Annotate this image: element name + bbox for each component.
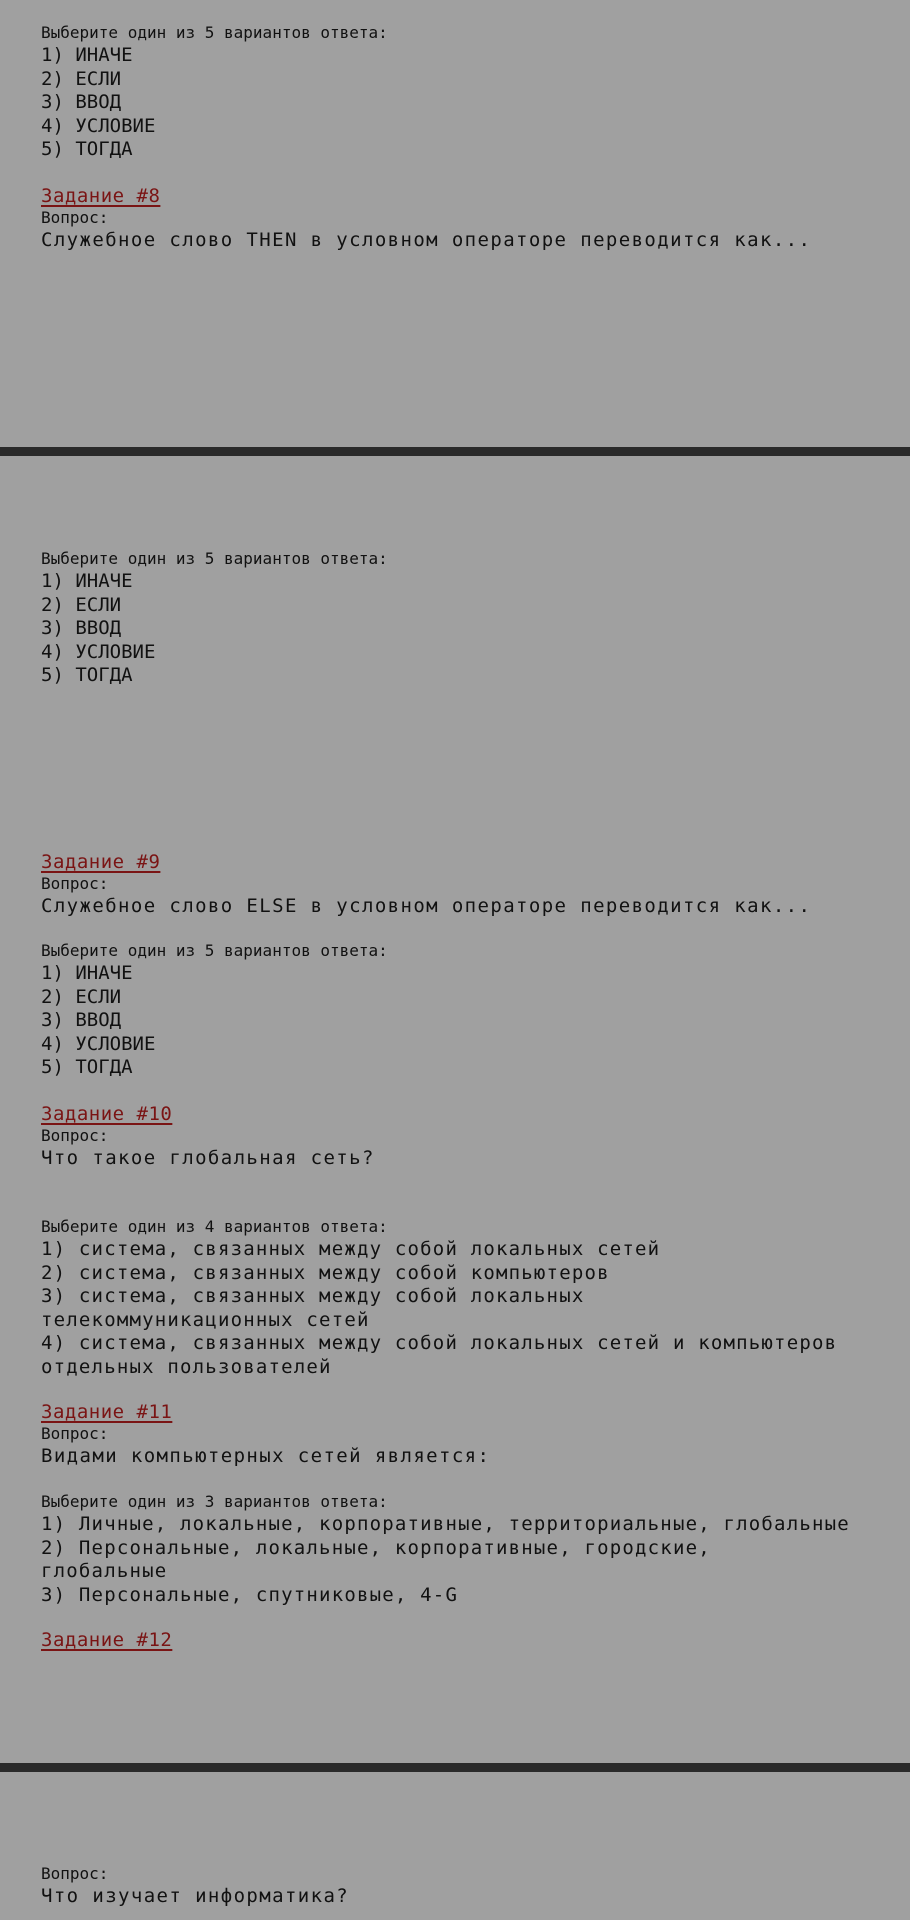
page-separator [0,1763,910,1772]
answer-choices-block [41,1216,850,1379]
answer-option: 5) ТОГДА [41,664,133,686]
question-text: Что такое глобальная сеть? [41,1147,375,1169]
choose-instruction: Выберите один из 5 вариантов ответа: [41,549,388,568]
question-label: Вопрос: [41,1864,109,1883]
page-separator [0,447,910,456]
answer-option: 3) Персональные, спутниковые, 4-G [41,1583,459,1606]
answer-option: 5) ТОГДА [41,138,133,160]
question-text: Служебное слово ELSE в условном операторе переводится как... [41,895,812,917]
answer-option: 1) ИНАЧЕ [41,570,133,592]
task-heading: Задание #11 [41,1401,173,1423]
question-block-10 [41,1102,890,1170]
answer-option: 1) система, связанных между собой локальных сетей [41,1238,661,1260]
question-block-11 [41,1400,890,1468]
answer-option: 4) система, связанных между собой локальных сетей и компьютеров отдельных пользователей [41,1332,850,1378]
task-heading: Задание #8 [41,185,161,207]
question-label: Вопрос: [41,1424,109,1443]
answer-option: 1) ИНАЧЕ [41,962,133,984]
question-block [41,1864,890,1908]
question-label: Вопрос: [41,208,109,227]
choose-instruction: Выберите один из 5 вариантов ответа: [41,941,388,960]
choose-instruction: Выберите один из 5 вариантов ответа: [41,23,388,42]
answer-option: 2) ЕСЛИ [41,593,122,616]
choose-instruction: Выберите один из 4 вариантов ответа: [41,1217,388,1236]
question-text: Видами компьютерных сетей является: [41,1445,491,1467]
answer-option: 4) УСЛОВИЕ [41,1032,156,1055]
answer-choices-block [41,548,890,688]
answer-option: 3) ВВОД [41,617,122,639]
answer-option: 2) Персональные, локальные, корпоративные, городские, глобальные [41,1536,724,1582]
choose-instruction: Выберите один из 3 вариантов ответа: [41,1492,388,1511]
question-block-9 [41,850,890,918]
answer-option: 5) ТОГДА [41,1056,133,1078]
question-block [41,184,890,252]
answer-choices-block [41,1491,890,1607]
question-block-12 [41,1628,890,1652]
answer-option: 4) УСЛОВИЕ [41,114,156,137]
answer-option: 1) ИНАЧЕ [41,44,133,66]
question-label: Вопрос: [41,874,109,893]
answer-option: 3) ВВОД [41,1009,122,1031]
question-text: Служебное слово THEN в условном операторе переводится как... [41,229,812,251]
question-label: Вопрос: [41,1126,109,1145]
task-heading: Задание #9 [41,851,161,873]
question-text: Что изучает информатика? [41,1885,350,1907]
answer-option: 2) система, связанных между собой компьютеров [41,1261,610,1284]
answer-option: 4) УСЛОВИЕ [41,640,156,663]
answer-option: 2) ЕСЛИ [41,985,122,1008]
answer-choices-block [41,22,890,162]
answer-option: 2) ЕСЛИ [41,67,122,90]
answer-option: 3) ВВОД [41,91,122,113]
answer-option: 1) Личные, локальные, корпоративные, территориальные, глобальные [41,1513,850,1535]
task-heading: Задание #12 [41,1629,173,1651]
answer-option: 3) система, связанных между собой локальных телекоммуникационных сетей [41,1285,598,1331]
answer-choices-block [41,940,890,1080]
task-heading: Задание #10 [41,1103,173,1125]
